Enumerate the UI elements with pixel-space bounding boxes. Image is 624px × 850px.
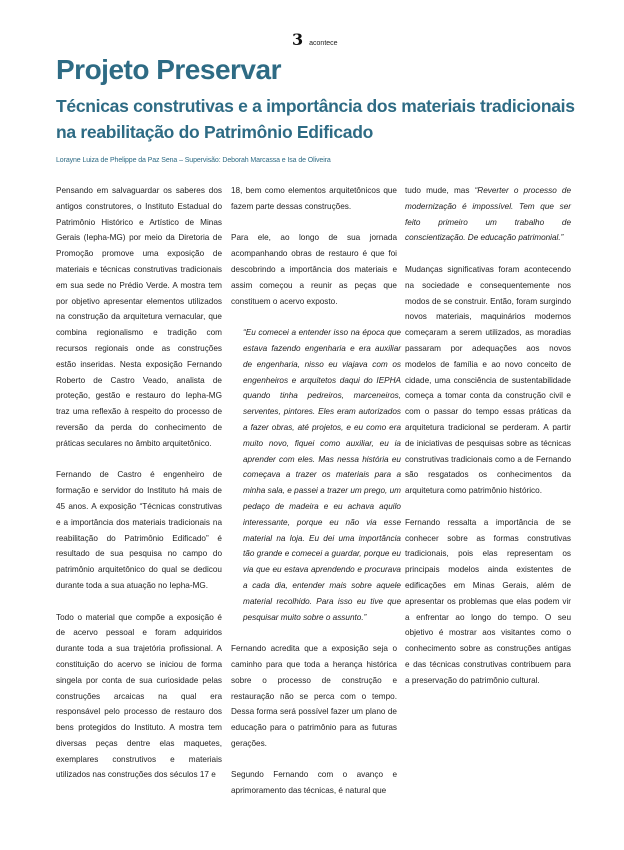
article-title: Projeto Preservar (56, 54, 281, 85)
paragraph-continuation (405, 183, 571, 246)
paragraph: Pensando em salvaguardar os saberes dos antigos construtores, o Instituto Estadual do Patrimônio Histórico e Artístico de Minas Gerais (Iepha-MG) por meio da Diretoria de Promoção promove uma exposição de materiais e técnicas construtivas tradicionais em sua sede no Prédio Verde. A mostra tem por objetivo apresentar elementos utilizados na construção da arquitetura vernacular, que combina regionalismo e tradição com recursos regionais onde as construções estão inseridas. Nesta exposição Fernando Roberto de Castro Veado, analista de proteção, gestão e restauro do Iepha-MG traz uma reflexão à respeito do processo de reversão da perda do conhecimento de práticas seculares no âmbito arquitetônico. (56, 186, 222, 448)
section-label: acontece (309, 40, 338, 47)
continuation-lead: tudo mude, mas (405, 186, 470, 195)
article-subtitle: Técnicas construtivas e a importância dos materiais tradicionais na reabilitação do Patrimônio Edificado (56, 96, 575, 142)
paragraph: Mudanças significativas foram acontecendo na sociedade e consequentemente nos modos de se construir. Então, foram surgindo novos materiais, maquinários modernos começaram a serem utilizados, as moradias passaram por adequações aos novos modelos de família e ao novo conceito de cidade, uma consciência de sustentabilidade começa a tomar conta da construção civil e com o passar do tempo essas práticas da arquitetura tradicional se perderam. A partir de iniciativas de pesquisas sobre as técnicas construtivas tradicionais como a de Fernando são resgatados os conhecimentos da arquitetura como patrimônio histórico. (405, 264, 571, 496)
page-header (292, 30, 338, 49)
text-column-2 (231, 183, 401, 815)
paragraph: Fernando acredita que a exposição seja o caminho para que toda a herança histórica sobre o processo de construção e restauração não se perca com o tempo. Dessa forma será possível fazer um plano de educação para o patrimônio para as futuras gerações. (231, 644, 397, 748)
paragraph: Todo o material que compõe a exposição é de acervo pessoal e foram adquiridos durante toda a sua trajetória profissional. A constituição do acervo se iniciou de forma singela por conta de sua curiosidade pelas construções arcaicas na qual era responsável pelo processo de restauro dos bens protegidos do Instituto. A mostra tem diversas peças dentre elas maquetes, exemplares construtivos e materiais utilizados nas construções dos séculos 17 e (56, 612, 222, 780)
paragraph: Segundo Fernando com o avanço e aprimoramento das técnicas, é natural que (231, 770, 397, 796)
paragraph: 18, bem como elementos arquitetônicos que fazem parte dessas construções. (231, 186, 397, 211)
paragraph: Fernando de Castro é engenheiro de formação e servidor do Instituto há mais de 45 anos. A exposição “Técnicas construtivas e a importância dos materiais tradicionais na reabilitação do Patrimônio Edificado” é resultado de sua pesquisa no campo do patrimônio arquitetônico do qual se dedicou durante toda a sua atuação no Iepha-MG. (56, 470, 222, 590)
quote-continuation: “Reverter o processo de modernização é impossível. Tem que ser feito primeiro um trabalho de conscientização. De educação patrimonial.” (405, 186, 571, 243)
paragraph: Para ele, ao longo de sua jornada acompanhando obras de restauro é que foi descobrindo a importância dos materiais e assim começou a reunir as peças que constituem o acervo exposto. (231, 233, 397, 306)
paragraph: Fernando ressalta a importância de se conhecer sobre as formas construtivas tradicionais, pois elas representam os principais modelos ainda existentes de edificações em Minas Gerais, além de apresentar os problemas que elas podem vir a enfrentar ao longo do tempo. O seu objetivo é mostrar aos visitantes como o conhecimento sobre as construções antigas e das técnicas construtivas contribuem para a preservação do patrimônio cultural. (405, 517, 571, 685)
pull-quote: “Eu comecei a entender isso na época que estava fazendo engenharia e era auxiliar de engenharia, nisso eu viajava com os engenheiros e arquitetos daqui do IEPHA quando tinha pedreiros, marceneiros, serventes, pintores. Eles eram autorizados a fazer obras, até projetos, e eu como era muito novo, fiquei como auxiliar, eu ia aprender com eles. Mas nessa história eu começava a trazer os materiais para a minha sala, e passei a trazer um prego, um pedaço de madeira e eu achava aquilo interessante, porque eu não via esse material na loja. Eu dei uma importância tão grande e comecei a guardar, porque eu via que eu estava aprendendo e procurava a cada dia, entender mais sobre aquele material recolhido. Para isso eu tive que pesquisar muito sobre o assunto.” (243, 328, 401, 622)
text-column-1 (56, 183, 222, 799)
page-number: 3 (292, 30, 304, 49)
article-authors: Lorayne Luiza de Phelippe da Paz Sena – Supervisão: Deborah Marcassa e Isa de Oliveira (56, 157, 331, 164)
text-column-3 (405, 183, 571, 704)
